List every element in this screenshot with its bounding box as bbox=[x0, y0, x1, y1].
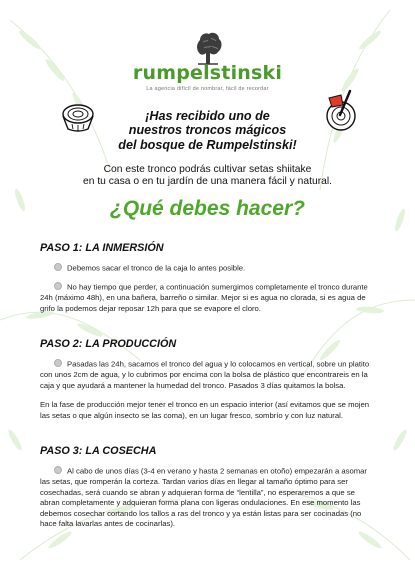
brand-name: rumpelstinski bbox=[132, 62, 283, 84]
step-1-paragraph-2: No hay tiempo que perder, a continuación sumergimos completamente el tronco durante 24h (máximo 48h), en una bañera, barreño o similar. Mejor si es agua no clorada, si es agua de grifo la podemos dejar reposar 12h para que se evapore el cloro. bbox=[40, 282, 368, 313]
bullet-icon bbox=[54, 263, 62, 271]
log-slice-icon bbox=[58, 102, 96, 134]
step-1-paragraph-1: Debemos sacar el tronco de la caja lo antes posible. bbox=[40, 263, 375, 274]
headline-line-1: ¡Has recibido uno de bbox=[145, 109, 270, 123]
step-3-paragraph-1: Al cabo de unos días (3-4 en verano y hasta 2 semanas en otoño) empezarán a asomar las setas, que romperán la corteza. Tardan varios días en llegar al tamaño óptimo para ser cosechadas, será cuando se abran y adquieran forma de “lentilla”, no esperaremos a que se abran completamente y adquieran forma plana con ligeras ondulaciones. En ese momento las debemos cosechar cortando los tallos a ras del tronco y ya están listas para ser cocinadas (no hace falta lavarlas antes de cocinarlas). bbox=[40, 466, 367, 529]
step-2-paragraph-2: En la fase de producción mejor tener el tronco en un espacio interior (así evitamos que se mojen las setas o que algún insecto se las coma), en un lugar fresco, sombrío y con luz natural. bbox=[40, 400, 370, 420]
tree-logo-icon bbox=[192, 28, 224, 66]
bullet-icon bbox=[54, 282, 62, 290]
intro-text bbox=[40, 164, 375, 187]
intro-line-2: en tu casa o en tu jardín de una manera fácil y natural. bbox=[83, 175, 332, 187]
bullet-icon bbox=[54, 466, 62, 474]
step-2-title: PASO 2: LA PRODUCCIÓN bbox=[40, 338, 177, 350]
step-3-title: PASO 3: LA COSECHA bbox=[40, 445, 157, 457]
intro-line-1: Con este tronco podrás cultivar setas shiitake bbox=[103, 164, 312, 175]
headline-line-3: del bosque de Rumpelstinski! bbox=[118, 137, 297, 152]
headline bbox=[100, 109, 315, 152]
headline-line-2: nuestros troncos mágicos bbox=[128, 123, 287, 138]
step-2-paragraph-1: Pasadas las 24h, sacamos el tronco del agua y lo colocamos en vertical, sobre un platito con unos 2cm de agua, y lo cubrimos por encima con la bolsa de plástico que encontrareis en la caja y que ayudará a mantener la humedad del tronco. Pasados 3 días quitamos la bolsa. bbox=[40, 359, 370, 390]
axe-in-stump-icon bbox=[320, 88, 362, 132]
bullet-icon bbox=[54, 359, 62, 367]
cta-title: ¿Qué debes hacer? bbox=[110, 197, 305, 220]
brand-tagline: La agencia difícil de nombrar, fácil de recordar bbox=[146, 86, 269, 92]
step-1-title: PASO 1: LA INMERSIÓN bbox=[40, 242, 164, 254]
